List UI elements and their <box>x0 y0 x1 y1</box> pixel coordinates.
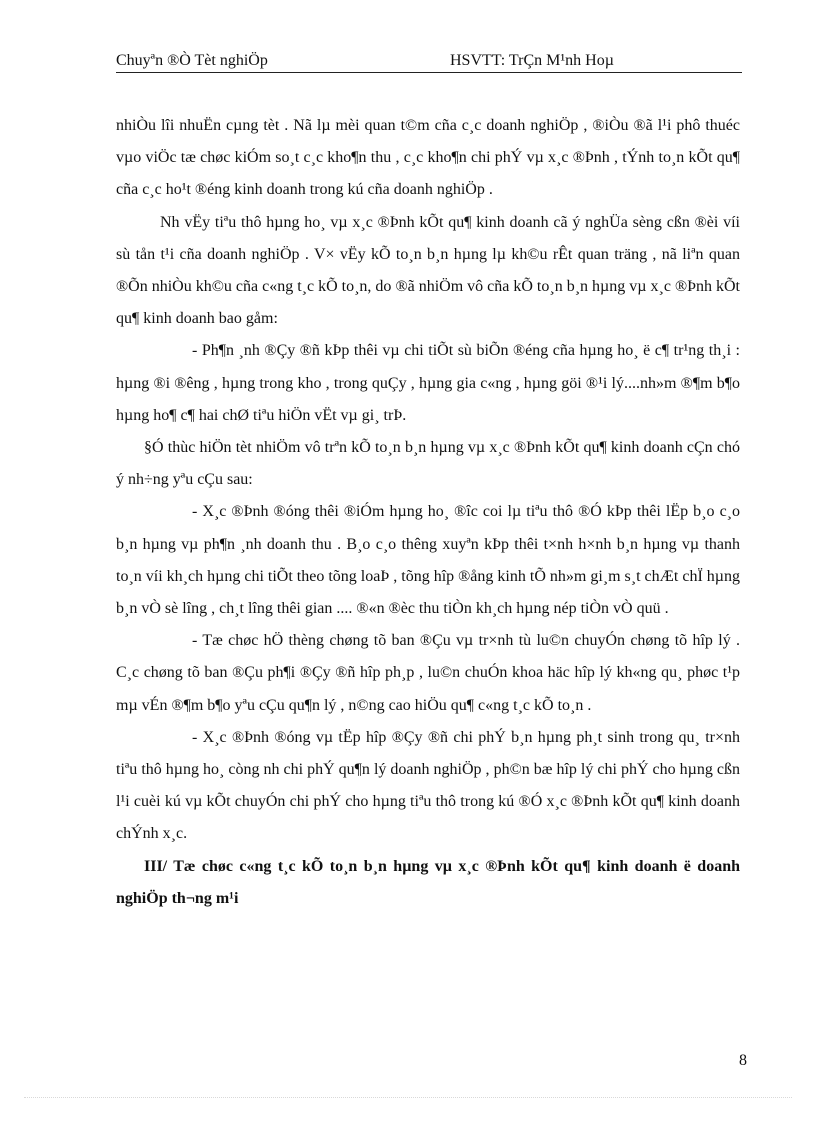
paragraph-requirement-2: - Tæ chøc hÖ thèng chøng tõ ban ®Çu vµ tr×nh tù lu©n chuyÓn chøng tõ hîp lý . C¸c chøng tõ ban ®Çu ph¶i ®Çy ®ñ hîp ph¸p , lu©n chuÓn khoa häc hîp lý kh«ng qu¸ phøc t¹p mµ vÉn ®¶m b¶o yªu cÇu qu¶n lý , n©ng cao hiÖu qu¶ c«ng t¸c kÕ to¸n . <box>116 632 740 714</box>
document-body <box>116 110 740 915</box>
paragraph-requirements-intro: §Ó thùc hiÖn tèt nhiÖm vô trªn kÕ to¸n b¸n hµng vµ x¸c ®Þnh kÕt qu¶ kinh doanh cÇn chó ý nh÷ng yªu cÇu sau: <box>116 439 740 489</box>
paragraph-requirement-1: - X¸c ®Þnh ®óng thêi ®iÓm hµng ho¸ ®îc coi lµ tiªu thô ®Ó kÞp thêi lËp b¸o c¸o b¸n hµng vµ ph¶n ¸nh doanh thu . B¸o c¸o thêng xuyªn kÞp thêi t×nh h×nh b¸n hµng vµ thanh to¸n víi kh¸ch hµng chi tiÕt theo tõng loaÞ , tõng hîp ®ång kinh tÕ nh»m gi¸m s¸t chÆt chÏ hµng b¸n vÒ sè lîng , ch¸t lîng thêi gian .... ®«n ®èc thu tiÒn kh¸ch hµng nép tiÒn vÒ quü . <box>116 503 740 618</box>
page-header <box>116 50 742 73</box>
paragraph-intro: nhiÒu lîi nhuËn cµng tèt . Nã lµ mèi quan t©m cña c¸c doanh nghiÖp , ®iÒu ®ã l¹i phô thuéc vµo viÖc tæ chøc kiÓm so¸t c¸c kho¶n thu , c¸c kho¶n chi phÝ vµ x¸c ®Þnh , tÝnh to¸n kÕt qu¶ cña c¸c ho¹t ®éng kinh doanh trong kú cña doanh nghiÖp . <box>116 117 740 199</box>
section-heading: III/ Tæ chøc c«ng t¸c kÕ to¸n b¸n hµng vµ x¸c ®Þnh kÕt qu¶ kinh doanh ë doanh nghiÖp th¬ng m¹i <box>116 857 740 907</box>
header-author: HSVTT: TrÇn M¹nh Hoµ <box>450 52 614 69</box>
paragraph-task-1: - Ph¶n ¸nh ®Çy ®ñ kÞp thêi vµ chi tiÕt sù biÕn ®éng cña hµng ho¸ ë c¶ tr¹ng th¸i : hµng ®i ®êng , hµng trong kho , trong quÇy , hµng gia c«ng , hµng göi ®¹i lý....nh»m ®¶m b¶o hµng ho¶ c¶ hai chØ tiªu hiÖn vËt vµ gi¸ trÞ. <box>116 342 740 424</box>
header-title: Chuyªn ®Ò Tèt nghiÖp <box>116 52 268 69</box>
page-bottom-divider <box>24 1097 792 1098</box>
paragraph-significance: Nh vËy tiªu thô hµng ho¸ vµ x¸c ®Þnh kÕt qu¶ kinh doanh cã ý nghÜa sèng cßn ®èi víi sù tån t¹i cña doanh nghiÖp . V× vËy kÕ to¸n b¸n hµng lµ kh©u rÊt quan träng , nã liªn quan ®Õn nhiÒu kh©u cña c«ng t¸c kÕ to¸n, do ®ã nhiÖm vô cña kÕ to¸n b¸n hµng vµ x¸c ®Þnh kÕt qu¶ kinh doanh bao gåm: <box>116 213 740 328</box>
page-number: 8 <box>739 1052 747 1069</box>
paragraph-requirement-3: - X¸c ®Þnh ®óng vµ tËp hîp ®Çy ®ñ chi phÝ b¸n hµng ph¸t sinh trong qu¸ tr×nh tiªu thô hµng ho¸ còng nh chi phÝ qu¶n lý doanh nghiÖp , ph©n bæ hîp lý chi phÝ cho hµng cßn l¹i cuèi kú vµ kÕt chuyÓn chi phÝ cho hµng tiªu thô trong kú ®Ó x¸c ®Þnh kÕt qu¶ kinh doanh chÝnh x¸c. <box>116 728 740 843</box>
